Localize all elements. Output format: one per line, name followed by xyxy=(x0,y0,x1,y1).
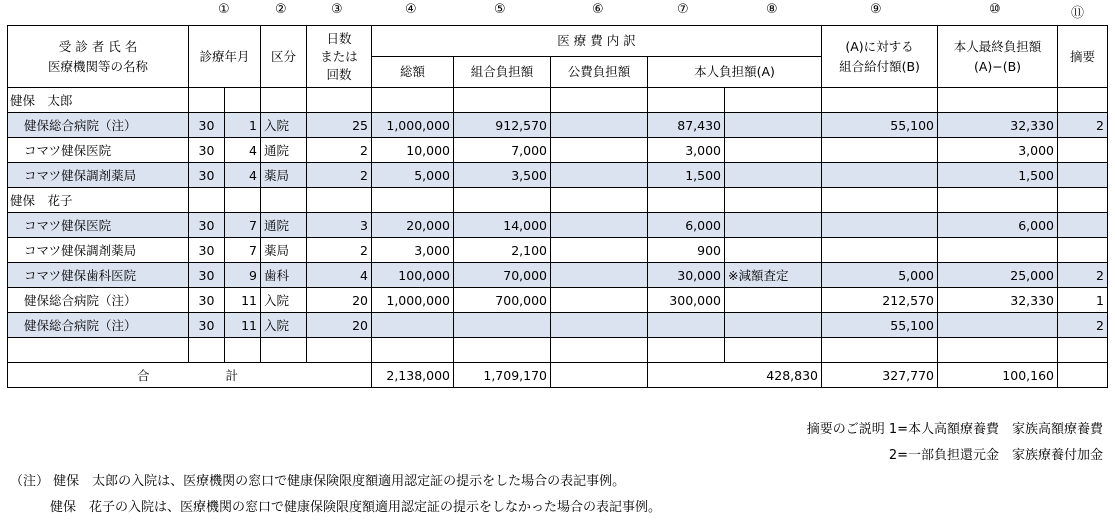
institution-name: コマツ健保調剤薬局 xyxy=(8,163,189,188)
col-num-6: ⑥ xyxy=(592,2,604,17)
cell-remark xyxy=(1058,213,1108,238)
empty-cell xyxy=(1058,88,1108,113)
total-self: 428,830 xyxy=(648,363,822,388)
cell-self-note xyxy=(725,238,822,263)
medical-expense-table xyxy=(7,25,1108,388)
cell-remark: 2 xyxy=(1058,263,1108,288)
total-public xyxy=(551,363,648,388)
cell-union: 70,000 xyxy=(454,263,551,288)
cell-self: 87,430 xyxy=(648,113,725,138)
note-line2: 健保 花子の入院は、医療機関の窓口で健康保険限度額適用認定証の提示をしなかった場合の表記事例。 xyxy=(50,500,662,515)
column-number-row xyxy=(0,2,1115,20)
totals-label-2: 計 xyxy=(225,368,239,383)
empty-cell xyxy=(189,188,225,213)
cell-union: 2,100 xyxy=(454,238,551,263)
empty-cell xyxy=(454,188,551,213)
total-total: 2,138,000 xyxy=(372,363,454,388)
cell-benefit: 212,570 xyxy=(822,288,938,313)
totals-label-1: 合 xyxy=(137,368,150,383)
cell-final: 32,330 xyxy=(938,113,1058,138)
person-name: 健保 太郎 xyxy=(8,88,189,113)
cell-year: 30 xyxy=(189,113,225,138)
cell-category: 入院 xyxy=(261,113,307,138)
empty-cell xyxy=(454,338,551,363)
cell-month: 4 xyxy=(225,163,261,188)
empty-cell xyxy=(648,88,725,113)
empty-cell xyxy=(1058,188,1108,213)
cell-public xyxy=(551,163,648,188)
cell-remark: 2 xyxy=(1058,113,1108,138)
cell-days: 20 xyxy=(307,313,372,338)
header-date: 診療年月 xyxy=(189,26,261,88)
empty-cell xyxy=(725,88,822,113)
empty-cell xyxy=(551,338,648,363)
empty-cell xyxy=(261,88,307,113)
cell-public xyxy=(551,113,648,138)
empty-cell xyxy=(822,188,938,213)
header-final-line2: (A)−(B) xyxy=(973,58,1022,74)
empty-cell xyxy=(725,188,822,213)
empty-cell xyxy=(307,338,372,363)
cell-total xyxy=(372,313,454,338)
cell-public xyxy=(551,213,648,238)
cell-benefit: 5,000 xyxy=(822,263,938,288)
cell-year: 30 xyxy=(189,288,225,313)
col-num-9: ⑨ xyxy=(870,2,882,17)
empty-cell xyxy=(372,88,454,113)
header-name-line2: 医療機関等の名称 xyxy=(47,58,148,74)
col-num-10: ⑩ xyxy=(989,2,1001,17)
cell-final: 1,500 xyxy=(938,163,1058,188)
cell-benefit xyxy=(822,238,938,263)
cell-self-note xyxy=(725,313,822,338)
col-num-5: ⑤ xyxy=(494,2,506,17)
cell-days: 3 xyxy=(307,213,372,238)
cell-days: 20 xyxy=(307,288,372,313)
cell-public xyxy=(551,313,648,338)
empty-cell xyxy=(1058,338,1108,363)
total-final: 100,160 xyxy=(938,363,1058,388)
person-row xyxy=(8,88,1108,113)
cell-self-note xyxy=(725,138,822,163)
cell-self: 300,000 xyxy=(648,288,725,313)
empty-cell xyxy=(454,88,551,113)
cell-self: 6,000 xyxy=(648,213,725,238)
empty-cell xyxy=(8,338,189,363)
cell-self: 1,500 xyxy=(648,163,725,188)
header-category: 区分 xyxy=(261,26,307,88)
header-remarks: 摘要 xyxy=(1058,26,1108,88)
table-row xyxy=(8,213,1108,238)
empty-cell xyxy=(938,188,1058,213)
table-row xyxy=(8,238,1108,263)
institution-name: コマツ健保医院 xyxy=(8,138,189,163)
cell-benefit xyxy=(822,138,938,163)
cell-remark: 1 xyxy=(1058,288,1108,313)
cell-total: 1,000,000 xyxy=(372,288,454,313)
cell-year: 30 xyxy=(189,138,225,163)
col-num-7: ⑦ xyxy=(677,2,689,17)
empty-cell xyxy=(822,88,938,113)
empty-cell xyxy=(938,338,1058,363)
cell-month: 9 xyxy=(225,263,261,288)
cell-final: 6,000 xyxy=(938,213,1058,238)
cell-month: 11 xyxy=(225,288,261,313)
header-days-line3: 回数 xyxy=(326,66,352,82)
cell-final: 25,000 xyxy=(938,263,1058,288)
cell-final: 3,000 xyxy=(938,138,1058,163)
header-days-line1: 日数 xyxy=(326,30,352,46)
col-num-4: ④ xyxy=(405,2,417,17)
cell-public xyxy=(551,138,648,163)
cell-total: 10,000 xyxy=(372,138,454,163)
header-total: 総額 xyxy=(372,57,454,88)
header-benefit-line2: 組合給付額(B) xyxy=(839,58,920,74)
cell-year: 30 xyxy=(189,213,225,238)
cell-days: 25 xyxy=(307,113,372,138)
empty-cell xyxy=(648,338,725,363)
cell-days: 2 xyxy=(307,238,372,263)
cell-self-note: ※減額査定 xyxy=(725,263,822,288)
cell-month: 7 xyxy=(225,213,261,238)
totals-row xyxy=(8,363,1108,388)
cell-category: 入院 xyxy=(261,288,307,313)
header-name-line1: 受 診 者 氏 名 xyxy=(58,38,138,54)
total-remark xyxy=(1058,363,1108,388)
total-benefit: 327,770 xyxy=(822,363,938,388)
cell-final xyxy=(938,313,1058,338)
cell-self xyxy=(648,313,725,338)
cell-self: 900 xyxy=(648,238,725,263)
empty-cell xyxy=(372,338,454,363)
cell-self-note xyxy=(725,213,822,238)
cell-benefit xyxy=(822,163,938,188)
cell-total: 5,000 xyxy=(372,163,454,188)
cell-month: 11 xyxy=(225,313,261,338)
empty-cell xyxy=(189,88,225,113)
cell-category: 入院 xyxy=(261,313,307,338)
empty-cell xyxy=(225,338,261,363)
cell-union: 7,000 xyxy=(454,138,551,163)
header-breakdown: 医 療 費 内 訳 xyxy=(372,26,822,57)
cell-category: 通院 xyxy=(261,213,307,238)
cell-remark xyxy=(1058,138,1108,163)
empty-cell xyxy=(225,88,261,113)
cell-remark xyxy=(1058,163,1108,188)
empty-cell xyxy=(261,188,307,213)
legend-line1: 摘要のご説明 1=本人高額療養費 家族高額療養費 xyxy=(806,422,1103,437)
empty-cell xyxy=(189,338,225,363)
header-name xyxy=(8,26,189,88)
cell-public xyxy=(551,288,648,313)
blank-row xyxy=(8,338,1108,363)
cell-benefit: 55,100 xyxy=(822,113,938,138)
cell-total: 3,000 xyxy=(372,238,454,263)
cell-final xyxy=(938,238,1058,263)
header-benefit xyxy=(822,26,938,88)
cell-remark xyxy=(1058,238,1108,263)
cell-union: 3,500 xyxy=(454,163,551,188)
empty-cell xyxy=(822,338,938,363)
note-line1: （注） 健保 太郎の入院は、医療機関の窓口で健康保険限度額適用認定証の提示をした場合の表記事例。 xyxy=(10,474,626,489)
header-final-line1: 本人最終負担額 xyxy=(953,38,1042,54)
cell-days: 2 xyxy=(307,163,372,188)
cell-public xyxy=(551,238,648,263)
cell-union: 700,000 xyxy=(454,288,551,313)
cell-year: 30 xyxy=(189,313,225,338)
cell-self-note xyxy=(725,113,822,138)
cell-union: 912,570 xyxy=(454,113,551,138)
cell-category: 歯科 xyxy=(261,263,307,288)
cell-total: 20,000 xyxy=(372,213,454,238)
empty-cell xyxy=(648,188,725,213)
header-days-line2: または xyxy=(320,48,358,64)
legend-line2: 2=一部負担還元金 家族療養付加金 xyxy=(888,448,1103,463)
table-row xyxy=(8,263,1108,288)
header-benefit-line1: (A)に対する xyxy=(845,38,914,54)
institution-name: コマツ健保医院 xyxy=(8,213,189,238)
empty-cell xyxy=(938,88,1058,113)
header-days xyxy=(307,26,372,88)
empty-cell xyxy=(307,188,372,213)
cell-year: 30 xyxy=(189,163,225,188)
institution-name: コマツ健保調剤薬局 xyxy=(8,238,189,263)
cell-self: 3,000 xyxy=(648,138,725,163)
table-row xyxy=(8,163,1108,188)
cell-month: 1 xyxy=(225,113,261,138)
cell-category: 通院 xyxy=(261,138,307,163)
total-union: 1,709,170 xyxy=(454,363,551,388)
empty-cell xyxy=(725,338,822,363)
cell-union: 14,000 xyxy=(454,213,551,238)
cell-remark: 2 xyxy=(1058,313,1108,338)
empty-cell xyxy=(307,88,372,113)
cell-month: 7 xyxy=(225,238,261,263)
cell-total: 1,000,000 xyxy=(372,113,454,138)
table-row xyxy=(8,288,1108,313)
col-num-1: ① xyxy=(218,2,230,17)
cell-year: 30 xyxy=(189,238,225,263)
cell-union xyxy=(454,313,551,338)
institution-name: コマツ健保歯科医院 xyxy=(8,263,189,288)
header-union: 組合負担額 xyxy=(454,57,551,88)
institution-name: 健保総合病院（注） xyxy=(8,313,189,338)
empty-cell xyxy=(261,338,307,363)
col-num-3: ③ xyxy=(331,2,343,17)
header-self: 本人負担額(A) xyxy=(648,57,822,88)
empty-cell xyxy=(372,188,454,213)
person-name: 健保 花子 xyxy=(8,188,189,213)
cell-month: 4 xyxy=(225,138,261,163)
person-row xyxy=(8,188,1108,213)
cell-self-note xyxy=(725,163,822,188)
table-row xyxy=(8,313,1108,338)
cell-days: 2 xyxy=(307,138,372,163)
institution-name: 健保総合病院（注） xyxy=(8,288,189,313)
cell-category: 薬局 xyxy=(261,238,307,263)
cell-category: 薬局 xyxy=(261,163,307,188)
totals-label xyxy=(8,363,372,388)
header-public: 公費負担額 xyxy=(551,57,648,88)
cell-total: 100,000 xyxy=(372,263,454,288)
cell-self: 30,000 xyxy=(648,263,725,288)
cell-days: 4 xyxy=(307,263,372,288)
cell-public xyxy=(551,263,648,288)
cell-benefit xyxy=(822,213,938,238)
empty-cell xyxy=(225,188,261,213)
cell-benefit: 55,100 xyxy=(822,313,938,338)
institution-name: 健保総合病院（注） xyxy=(8,113,189,138)
cell-year: 30 xyxy=(189,263,225,288)
col-num-2: ② xyxy=(275,2,287,17)
cell-final: 32,330 xyxy=(938,288,1058,313)
col-num-11: ⑪ xyxy=(1071,6,1085,21)
table-row xyxy=(8,138,1108,163)
empty-cell xyxy=(551,88,648,113)
cell-self-note xyxy=(725,288,822,313)
table-row xyxy=(8,113,1108,138)
header-final xyxy=(938,26,1058,88)
empty-cell xyxy=(551,188,648,213)
col-num-8: ⑧ xyxy=(766,2,778,17)
